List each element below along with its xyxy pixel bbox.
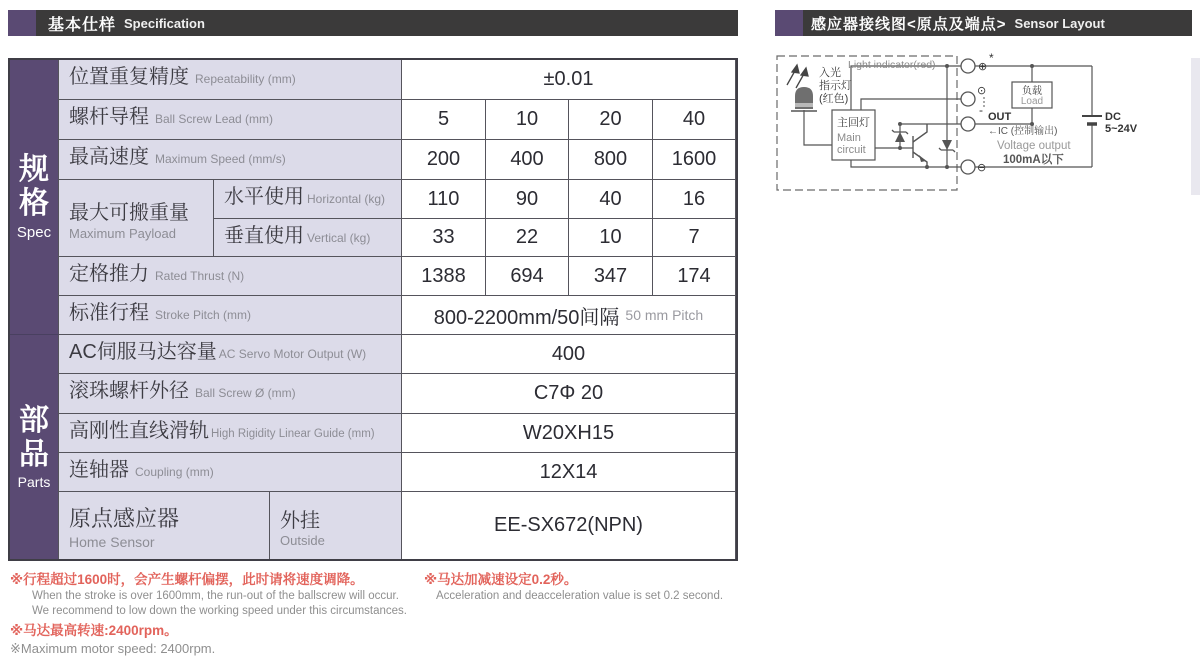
led-label-zh-1: 入光 <box>819 67 841 79</box>
sensor-title-en: Sensor Layout <box>1014 15 1105 31</box>
row-payload-vertical-label <box>214 219 402 257</box>
cell-thrust-3: 174 <box>653 257 736 296</box>
row-home-sensor-label <box>59 492 270 559</box>
specification-table <box>8 58 738 561</box>
footnote-red: ※行程超过1600时，会产生螺杆偏摆，此时请将速度调降。 <box>10 572 364 587</box>
section-spec-zh: 规格 <box>19 153 49 220</box>
light-arrows-icon <box>787 65 808 88</box>
page-edge-strip <box>1191 58 1200 195</box>
header-accent-block <box>8 10 36 36</box>
cell-stroke-value <box>402 296 736 335</box>
load-label-en: Load <box>1020 96 1044 107</box>
terminal-plus-icon <box>961 59 975 73</box>
dc-label: DC <box>1105 111 1121 123</box>
cell-speed-1: 400 <box>486 140 569 180</box>
zener-diode-icon <box>939 140 955 152</box>
label-zh: 定格推力 <box>69 263 149 285</box>
terminal-aux-icon <box>961 92 975 106</box>
row-payload-label <box>59 180 214 257</box>
cell-lead-2: 20 <box>569 100 653 140</box>
row-motor-label <box>59 335 402 374</box>
footnote-red: ※马达加减速设定0.2秒。 <box>424 572 578 587</box>
label-en: Repeatability (mm) <box>195 72 296 86</box>
current-limit-label: 100mA以下 <box>1003 154 1064 166</box>
led-indicator-icon <box>791 87 817 111</box>
footnote-red: ※马达最高转速:2400rpm。 <box>10 623 178 638</box>
label-en: Horizontal (kg) <box>307 192 386 206</box>
footnote-gray: Acceleration and deacceleration value is set 0.2 second. <box>436 590 724 602</box>
row-thrust-label <box>59 257 402 296</box>
footnotes-left <box>10 570 422 658</box>
sensor-wiring-diagram <box>775 52 1195 204</box>
main-circuit-label-en2: circuit <box>837 144 866 156</box>
battery-icon <box>1082 116 1102 124</box>
terminal-star-label: * <box>989 52 994 65</box>
label-zh: 垂直使用 <box>224 225 304 247</box>
cell-payload-v-0: 33 <box>402 219 486 257</box>
label-zh: 外挂 <box>280 509 320 532</box>
zener-diode-icon <box>892 130 908 142</box>
cell-speed-3: 1600 <box>653 140 736 180</box>
led-label-zh-2: 指示灯 <box>819 80 852 92</box>
cell-payload-h-2: 40 <box>569 180 653 219</box>
load-label-zh: 负载 <box>1022 86 1042 97</box>
terminal-circles <box>961 59 975 174</box>
section-spec-en: Spec <box>16 223 52 241</box>
row-repeatability-label <box>59 60 402 100</box>
section-parts-en: Parts <box>17 474 51 491</box>
row-coupling-label <box>59 453 402 492</box>
specification-header <box>8 10 738 36</box>
cell-thrust-2: 347 <box>569 257 653 296</box>
cell-speed-2: 800 <box>569 140 653 180</box>
label-en: Maximum Payload <box>69 225 176 241</box>
cell-home-sensor-value: EE-SX672(NPN) <box>402 492 736 559</box>
light-indicator-label: Light indicator(red) <box>848 59 936 71</box>
ic-control-output-label: ←IC (控制输出) <box>988 126 1058 137</box>
row-payload-horizontal-label <box>214 180 402 219</box>
specification-title-zh: 基本仕样 <box>48 16 117 34</box>
cell-repeatability-value: ±0.01 <box>402 60 736 100</box>
label-en: Ball Screw Lead (mm) <box>155 112 274 126</box>
row-speed-label <box>59 140 402 180</box>
label-zh: 标准行程 <box>69 302 149 324</box>
footnote-gray: We recommend to low down the working speed under this circumstances. <box>32 605 407 617</box>
label-zh: 高刚性直线滑轨 <box>69 420 209 442</box>
voltage-output-label: Voltage output <box>997 140 1071 152</box>
cell-payload-h-0: 110 <box>402 180 486 219</box>
header-accent-block <box>775 10 803 36</box>
cell-thrust-0: 1388 <box>402 257 486 296</box>
out-label: OUT <box>988 111 1012 123</box>
cell-lead-3: 40 <box>653 100 736 140</box>
cell-speed-0: 200 <box>402 140 486 180</box>
section-parts <box>10 335 59 559</box>
cell-payload-v-2: 10 <box>569 219 653 257</box>
label-en: Maximum Speed (mm/s) <box>155 152 286 166</box>
cell-payload-v-3: 7 <box>653 219 736 257</box>
section-spec <box>10 60 59 335</box>
sensor-layout-header <box>775 10 1192 36</box>
label-en: Coupling (mm) <box>135 465 214 479</box>
label-zh: 滚珠螺杆外径 <box>69 380 189 402</box>
sensor-title-zh: 感应器接线图<原点及端点> <box>811 15 1007 33</box>
cell-payload-h-3: 16 <box>653 180 736 219</box>
label-en: Vertical (kg) <box>307 231 371 245</box>
stroke-value-en: 50 mm Pitch <box>625 307 704 323</box>
label-zh: 位置重复精度 <box>69 66 189 88</box>
row-guide-label <box>59 414 402 453</box>
terminal-out-icon <box>961 117 975 131</box>
terminal-minus-small-label: - <box>979 103 983 117</box>
row-home-sensor-mount-label <box>270 492 402 559</box>
label-zh: 螺杆导程 <box>69 106 149 128</box>
label-zh: 原点感应器 <box>69 505 180 531</box>
footnotes-right <box>424 570 754 604</box>
label-en: Ball Screw Ø (mm) <box>195 386 296 400</box>
footnote-gray: When the stroke is over 1600mm, the run-out of the ballscrew will occur. <box>32 590 399 602</box>
section-parts-zh: 部品 <box>19 403 49 471</box>
cell-payload-v-1: 22 <box>486 219 569 257</box>
cell-thrust-1: 694 <box>486 257 569 296</box>
label-zh: 最高速度 <box>69 146 149 168</box>
label-zh: 最大可搬重量 <box>69 201 189 224</box>
main-circuit-label-en1: Main <box>837 132 861 144</box>
label-en: Outside <box>280 532 325 548</box>
row-screw-dia-label <box>59 374 402 414</box>
label-zh: 连轴器 <box>69 459 129 481</box>
cell-payload-h-1: 90 <box>486 180 569 219</box>
label-en: Rated Thrust (N) <box>155 269 245 283</box>
label-en: AC Servo Motor Output (W) <box>218 347 367 361</box>
dc-range-label: 5~24V <box>1105 123 1138 135</box>
footnote-gray: ※Maximum motor speed: 2400rpm. <box>10 641 216 656</box>
cell-screw-dia-value: C7Φ 20 <box>402 374 736 414</box>
led-label-zh-3: (红色) <box>819 93 849 105</box>
cell-motor-value: 400 <box>402 335 736 374</box>
specification-title-en: Specification <box>124 15 205 31</box>
label-en: High Rigidity Linear Guide (mm) <box>211 428 375 440</box>
cell-lead-0: 5 <box>402 100 486 140</box>
terminal-plus-label: ⊕ <box>978 61 988 73</box>
cell-guide-value: W20XH15 <box>402 414 736 453</box>
row-stroke-label <box>59 296 402 335</box>
transistor-icon <box>913 124 927 167</box>
stroke-value-zh: 800-2200mm/50间隔 <box>433 306 620 329</box>
terminal-aux-label: ⊙ <box>977 85 987 97</box>
row-lead-label <box>59 100 402 140</box>
label-zh: 水平使用 <box>224 186 304 208</box>
cell-coupling-value: 12X14 <box>402 453 736 492</box>
cell-lead-1: 10 <box>486 100 569 140</box>
terminal-minus-icon <box>961 160 975 174</box>
label-en: Stroke Pitch (mm) <box>155 308 252 322</box>
label-en: Home Sensor <box>69 533 155 550</box>
label-zh: AC伺服马达容量 <box>69 341 217 363</box>
terminal-gnd-label: ⊖ <box>977 162 987 174</box>
main-circuit-label-zh: 主回灯 <box>837 117 870 129</box>
